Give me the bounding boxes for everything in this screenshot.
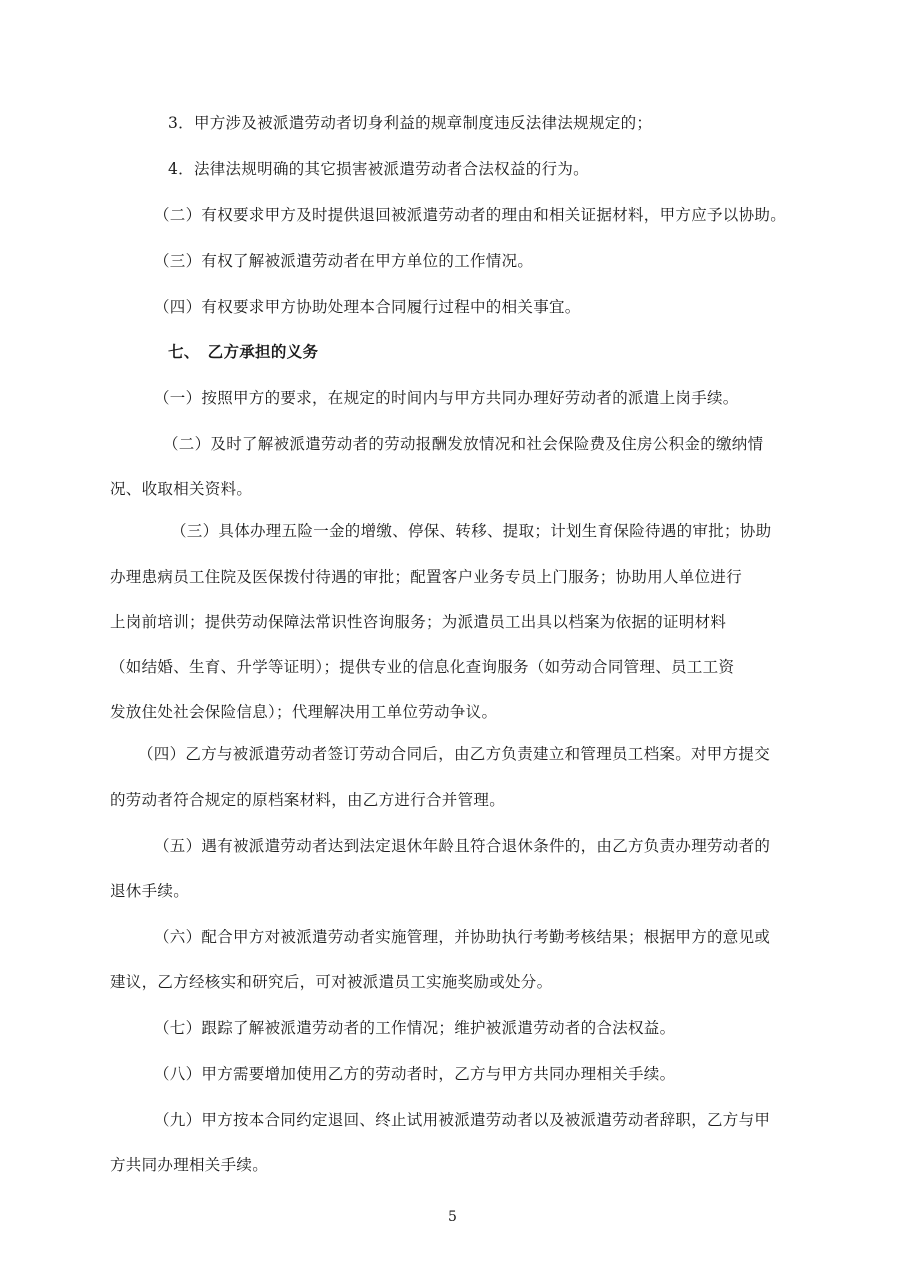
text-line: 上岗前培训；提供劳动保障法常识性咨询服务；为派遣员工出具以档案为依据的证明材料 (110, 613, 727, 631)
text-line: （七）跟踪了解被派遣劳动者的工作情况；维护被派遣劳动者的合法权益。 (154, 1019, 676, 1037)
text-line: （三）具体办理五险一金的增缴、停保、转移、提取；计划生育保险待遇的审批；协助 (171, 522, 772, 540)
text-line: 发放住处社会保险信息）；代理解决用工单位劳动争议。 (110, 703, 498, 721)
page-number: 5 (448, 1209, 458, 1225)
text-line: （一）按照甲方的要求，在规定的时间内与甲方共同办理好劳动者的派遣上岗手续。 (154, 389, 739, 407)
text-line: 4．法律法规明确的其它损害被派遣劳动者合法权益的行为。 (168, 160, 589, 178)
text-line: 办理患病员工住院及医保拨付待遇的审批；配置客户业务专员上门服务；协助用人单位进行 (110, 568, 743, 586)
text-line: （二）有权要求甲方及时提供退回被派遣劳动者的理由和相关证据材料，甲方应予以协助。 (154, 206, 787, 224)
text-line: （八）甲方需要增加使用乙方的劳动者时，乙方与甲方共同办理相关手续。 (154, 1065, 676, 1083)
text-line: 况、收取相关资料。 (110, 480, 253, 498)
text-line: （九）甲方按本合同约定退回、终止试用被派遣劳动者以及被派遣劳动者辞职，乙方与甲 (154, 1111, 771, 1129)
text-line: （四）乙方与被派遣劳动者签订劳动合同后，由乙方负责建立和管理员工档案。对甲方提交 (138, 745, 771, 763)
text-line: 建议，乙方经核实和研究后，可对被派遣员工实施奖励或处分。 (110, 973, 553, 991)
text-line: 3．甲方涉及被派遣劳动者切身利益的规章制度违反法律法规规定的； (168, 114, 653, 132)
text-line: （四）有权要求甲方协助处理本合同履行过程中的相关事宜。 (154, 298, 581, 316)
section-heading: 七、 乙方承担的义务 (168, 342, 319, 361)
text-line: 退休手续。 (110, 882, 190, 900)
text-line: （五）遇有被派遣劳动者达到法定退休年龄且符合退休条件的，由乙方负责办理劳动者的 (154, 837, 771, 855)
text-line: （三）有权了解被派遣劳动者在甲方单位的工作情况。 (154, 252, 534, 270)
text-line: 的劳动者符合规定的原档案材料，由乙方进行合并管理。 (110, 791, 506, 809)
text-line: （六）配合甲方对被派遣劳动者实施管理，并协助执行考勤考核结果；根据甲方的意见或 (154, 928, 771, 946)
text-line: 方共同办理相关手续。 (110, 1156, 269, 1174)
text-line: （如结婚、生育、升学等证明）；提供专业的信息化查询服务（如劳动合同管理、员工工资 (110, 658, 735, 676)
text-line: （二）及时了解被派遣劳动者的劳动报酬发放情况和社会保险费及住房公积金的缴纳情 (163, 435, 764, 453)
